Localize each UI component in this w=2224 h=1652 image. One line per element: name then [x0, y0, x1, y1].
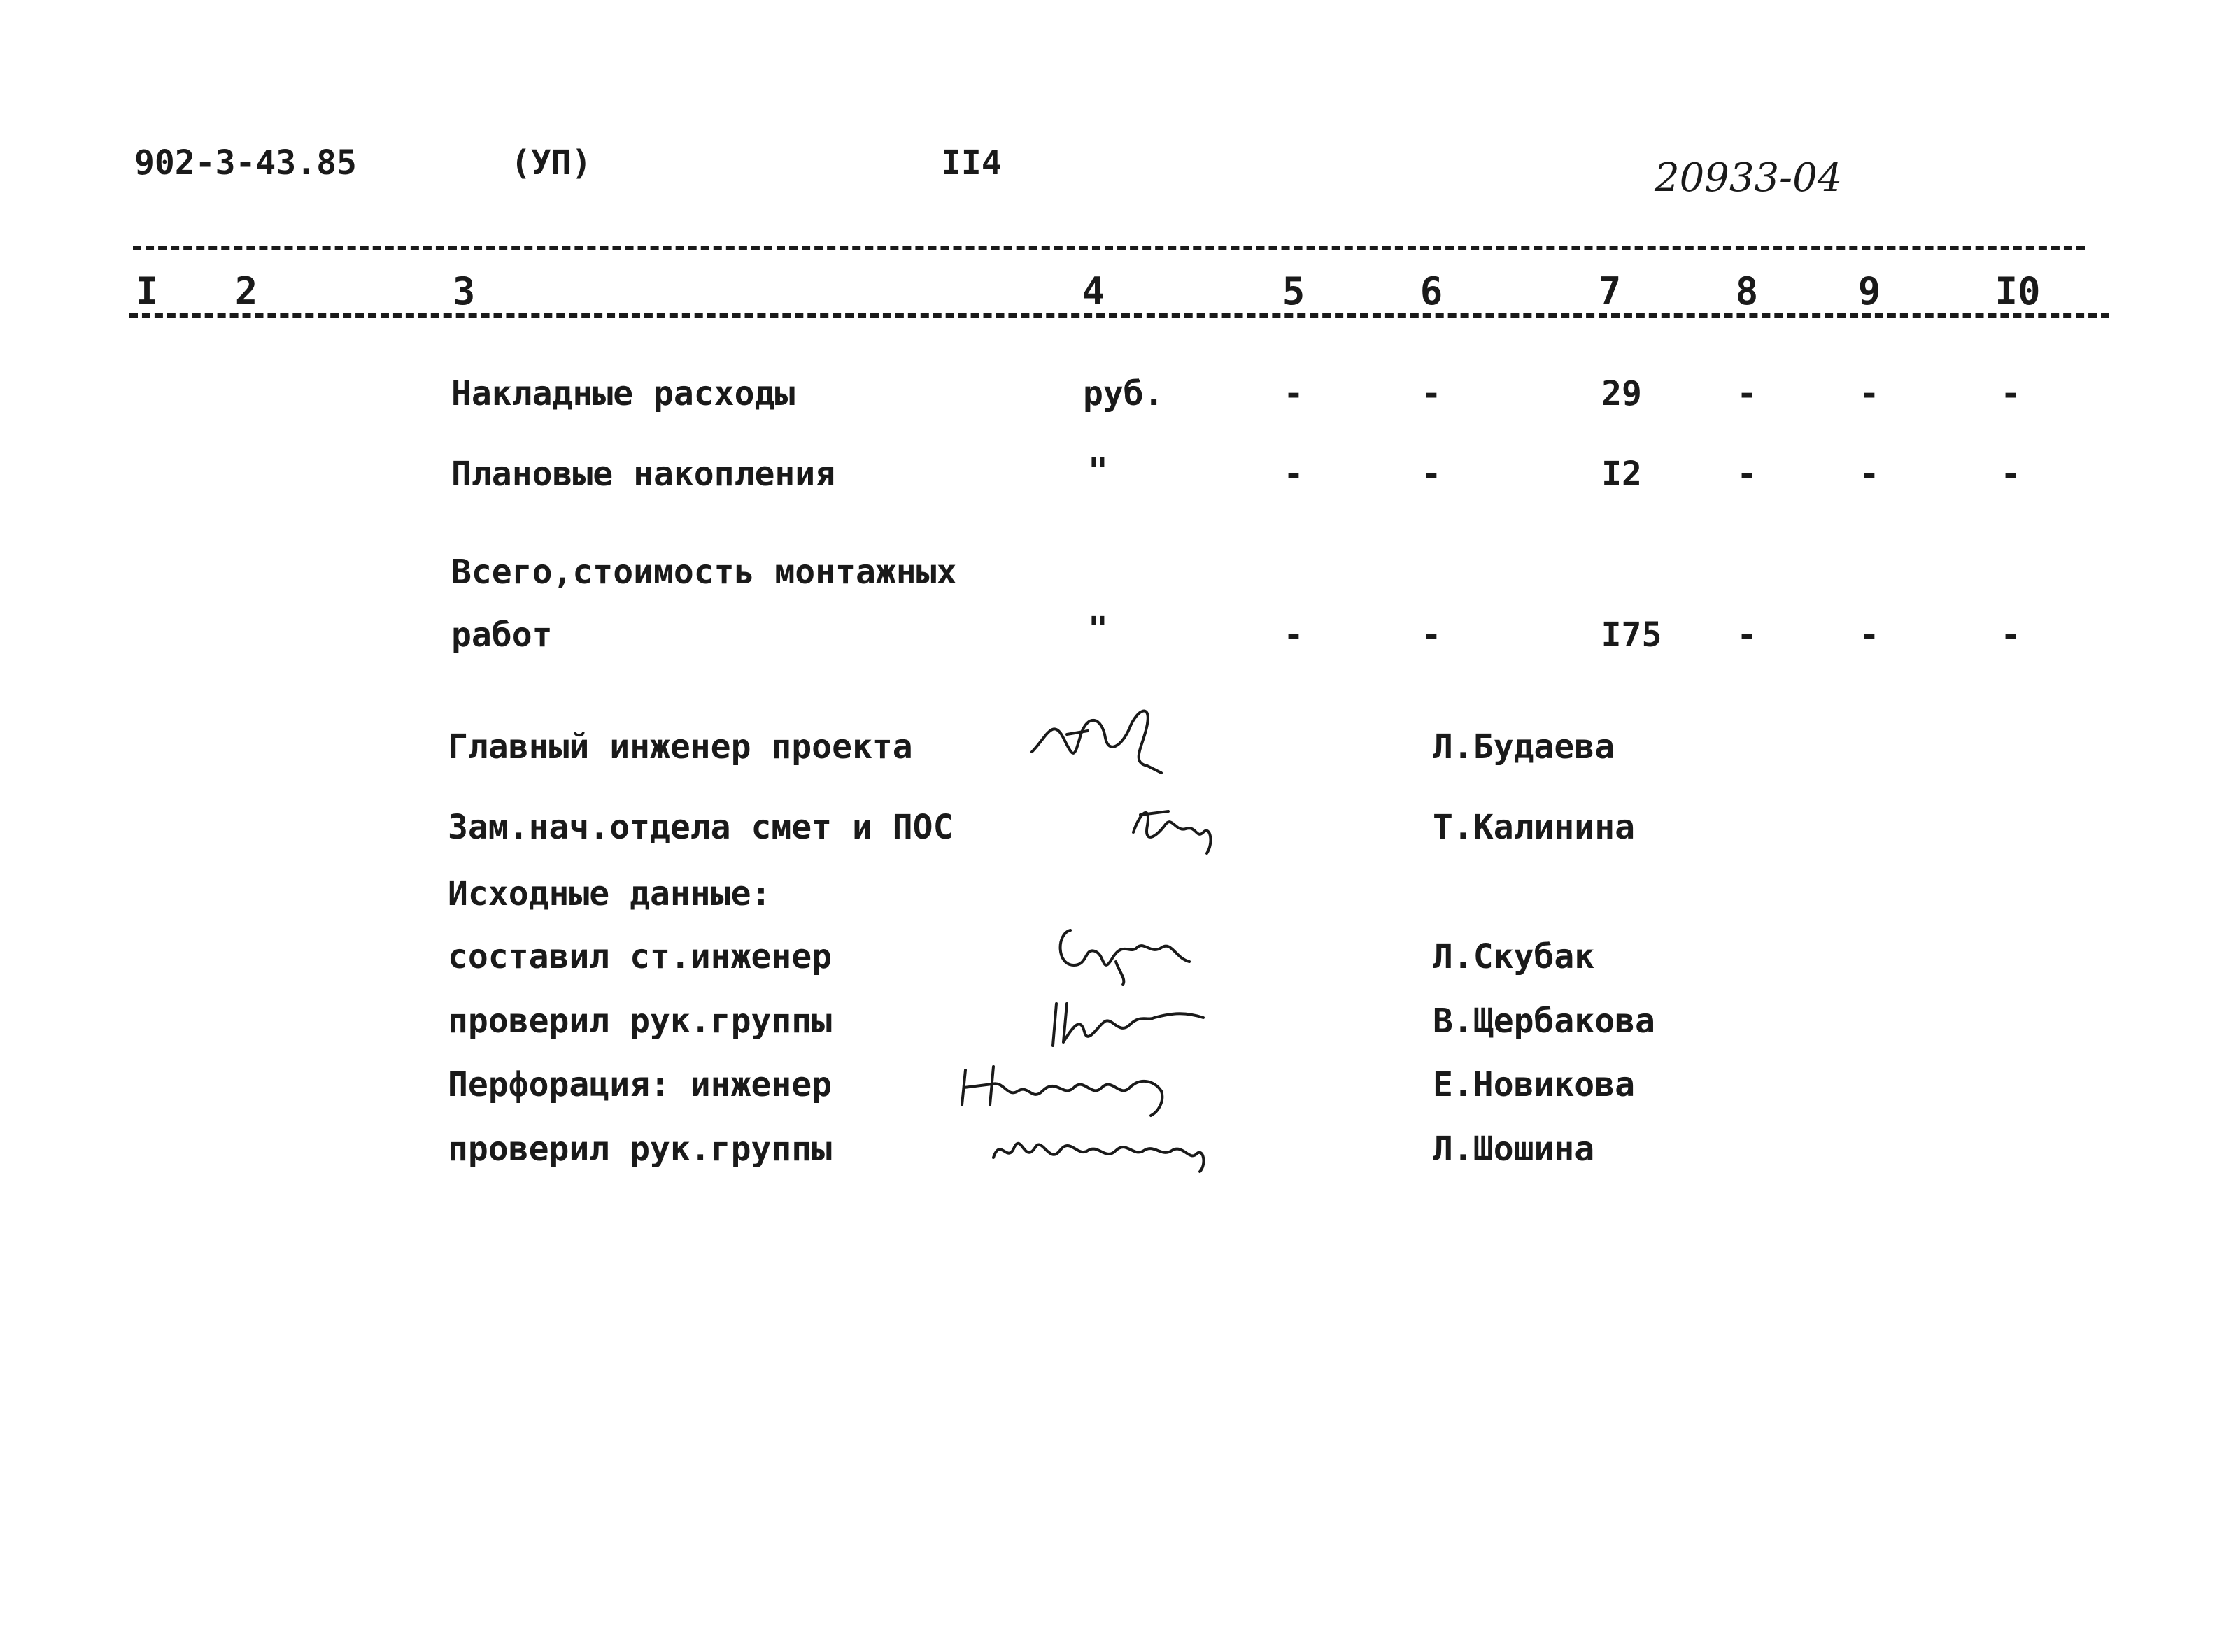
signature-chief-engineer	[1025, 696, 1179, 780]
name-perforation: Е.Новикова	[1433, 1065, 1635, 1104]
role-perforation: Перфорация: инженер	[448, 1065, 833, 1104]
document-mark: (УП)	[511, 143, 592, 183]
role-checked-by-2: проверил рук.группы	[448, 1130, 833, 1169]
table-cell: -	[1421, 374, 1442, 413]
table-cell-value: 29	[1601, 374, 1642, 413]
row-unit: руб.	[1083, 374, 1164, 413]
column-number-4: 4	[1082, 269, 1105, 313]
signature-checked-by-1	[1042, 983, 1217, 1053]
signature-checked-by-2	[979, 1116, 1217, 1179]
signature-deputy-head	[1126, 790, 1224, 860]
table-cell-value: I75	[1601, 615, 1662, 655]
table-cell: -	[1421, 455, 1442, 494]
document-code: 902-3-43.85	[134, 143, 357, 183]
column-number-6: 6	[1419, 269, 1443, 313]
table-top-rule	[133, 246, 2085, 250]
table-cell: -	[1736, 374, 1757, 413]
role-chief-engineer: Главный инженер проекта	[448, 727, 913, 767]
column-number-2: 2	[234, 269, 258, 313]
table-cell: -	[1283, 374, 1304, 413]
page-number: II4	[941, 143, 1002, 183]
source-data-heading: Исходные данные:	[448, 874, 772, 913]
role-deputy-head: Зам.нач.отдела смет и ПОС	[448, 808, 954, 847]
archive-number: 20933-04	[1655, 155, 1843, 201]
column-number-10: I0	[1995, 269, 2041, 313]
table-cell: -	[1283, 615, 1304, 655]
signature-compiled-by	[1049, 909, 1210, 986]
column-number-9: 9	[1857, 269, 1881, 313]
table-cell: -	[2000, 374, 2021, 413]
row-name-total-line1: Всего,стоимость монтажных	[451, 553, 957, 592]
name-checked-by-1: В.Щербакова	[1433, 1002, 1655, 1041]
table-cell: -	[1859, 374, 1880, 413]
table-cell: -	[1736, 455, 1757, 494]
column-number-1: I	[135, 269, 159, 313]
table-cell: -	[1859, 615, 1880, 655]
table-cell: -	[2000, 615, 2021, 655]
table-header-rule	[129, 313, 2109, 318]
name-checked-by-2: Л.Шошина	[1433, 1130, 1595, 1169]
signature-perforation	[951, 1049, 1182, 1119]
row-name-total-line2: работ	[451, 615, 553, 655]
table-cell-value: I2	[1601, 455, 1642, 494]
name-compiled-by: Л.Скубак	[1433, 937, 1595, 976]
role-compiled-by: составил ст.инженер	[448, 937, 833, 976]
role-checked-by-1: проверил рук.группы	[448, 1002, 833, 1041]
column-number-3: 3	[452, 269, 476, 313]
row-unit: "	[1088, 610, 1108, 649]
name-deputy-head: Т.Калинина	[1433, 808, 1635, 847]
row-name-planned-savings: Плановые накопления	[451, 455, 836, 494]
column-number-5: 5	[1282, 269, 1305, 313]
table-cell: -	[1421, 615, 1442, 655]
table-cell: -	[1736, 615, 1757, 655]
row-unit: "	[1088, 451, 1108, 490]
column-number-8: 8	[1735, 269, 1759, 313]
table-cell: -	[1859, 455, 1880, 494]
table-cell: -	[2000, 455, 2021, 494]
column-number-7: 7	[1598, 269, 1622, 313]
name-chief-engineer: Л.Будаева	[1433, 727, 1615, 767]
row-name-overhead: Накладные расходы	[451, 374, 795, 413]
table-cell: -	[1283, 455, 1304, 494]
